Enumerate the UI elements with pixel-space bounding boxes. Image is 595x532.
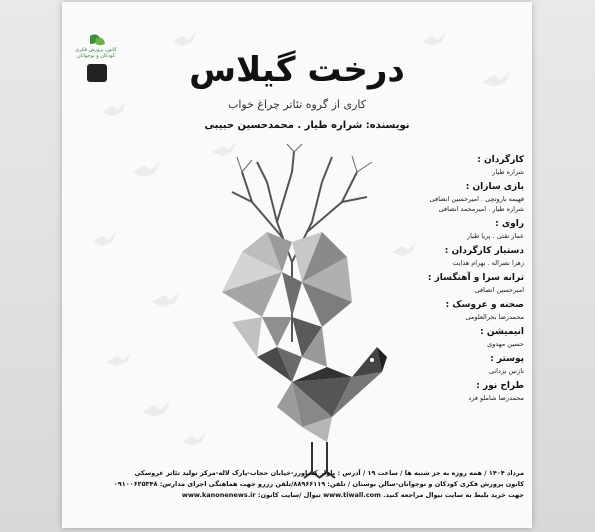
credit-name: زهرا نصراله . بهرام هدایت <box>452 259 524 267</box>
writers-line: نویسنده: شراره طیار . محمدحسین حبیبی <box>204 120 410 131</box>
credit-name: محمدرضا بحرالعلومی <box>465 313 524 321</box>
credit-role: انیمیشن : <box>480 327 524 337</box>
footer-info <box>70 468 524 501</box>
tree-bird-illustration <box>182 142 392 482</box>
credit-role: دستیار کارگردان : <box>444 246 524 256</box>
credit-name: حسین مهدوی <box>487 340 524 348</box>
credit-role: صحنه و عروسک : <box>445 300 524 310</box>
theater-badge-icon <box>87 64 107 82</box>
credit-name: شراره طیار . امیرمحمد انصافی <box>438 205 524 213</box>
credit-name: عمار تقتی . پریا طیار <box>466 232 524 240</box>
footer-phone-line: کانون پرورش فکری کودکان و نوجوانان-سالن بوستان / تلفن: ۸۸۹۶۶۱۱۹/تلفن رزرو جهت هماهنگی اجرای مدارس: ۰۹۱۰۰۶۲۵۳۴۸ <box>113 480 524 488</box>
credit-role: بازی سازان : <box>465 182 524 192</box>
credit-name: فهیمه باروتچی . امیرحسین انصافی <box>429 195 524 203</box>
credits-list <box>362 150 524 403</box>
credit-name: شراره طیار <box>492 168 524 176</box>
credit-role: راوی : <box>495 219 524 229</box>
credit-role: طراح نور : <box>476 381 524 391</box>
credit-role: پوستر : <box>490 354 524 364</box>
credit-name: نازنین یزدانی <box>488 367 524 375</box>
credit-role: کارگردان : <box>477 155 524 165</box>
footer-schedule-line: مرداد ۱۴۰۴ / همه روزه به جز شنبه ها / ساعت ۱۹ / آدرس : بلوار کشاورز-خیابان حجاب-پارک لاله-مرکز تولید تئاتر عروسکی <box>134 469 524 477</box>
credit-role: ترانه سرا و آهنگساز : <box>427 273 524 283</box>
poster <box>62 2 532 528</box>
logo-text: کانون پرورش فکری کودکان و نوجوانان <box>75 47 117 59</box>
play-subtitle: کاری از گروه تئاتر چراغ خواب <box>228 98 366 111</box>
play-title: درخت گیلاس <box>189 50 405 90</box>
credit-name: محمدرضا شاملو فرد <box>468 394 524 402</box>
footer-ticket-line: جهت خرید بلیط به سایت تیوال مراجعه کنید. www.tiwall.com تیوال /سایت کانون: www.kanonenews.ir <box>181 491 524 499</box>
credit-name: امیرحسین انصافی <box>474 286 524 294</box>
